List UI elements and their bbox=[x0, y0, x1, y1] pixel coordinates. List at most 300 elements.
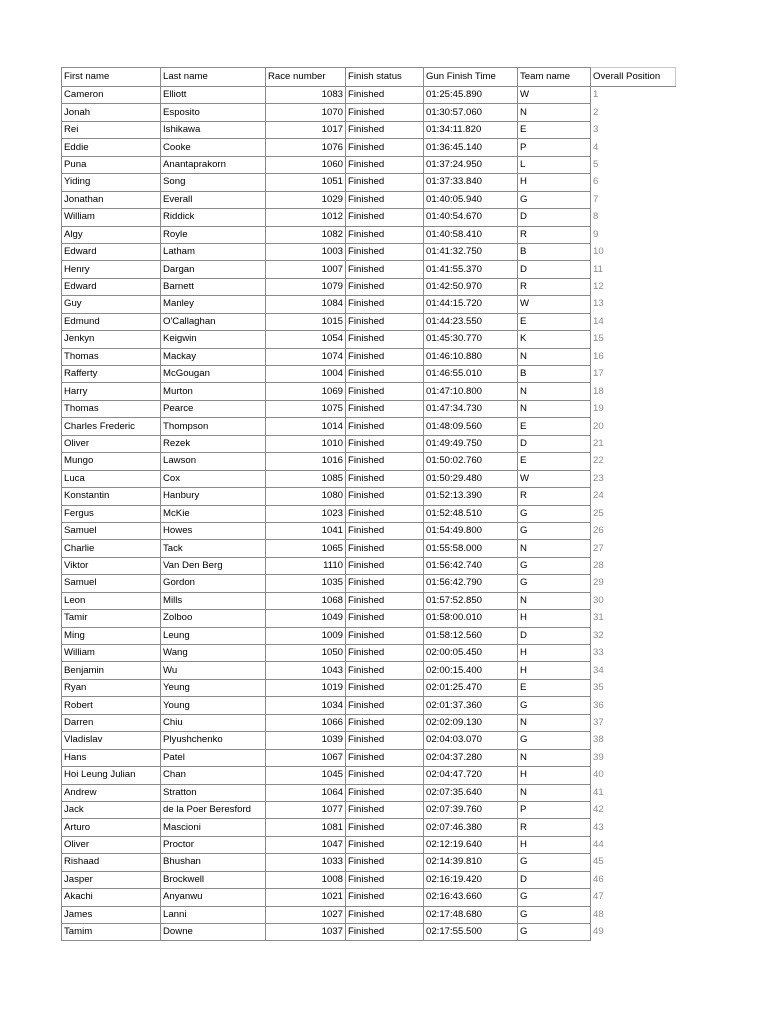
last-name-cell: Van Den Berg bbox=[161, 557, 266, 574]
gun-finish-time-cell: 02:14:39.810 bbox=[424, 854, 518, 871]
team-name-cell: E bbox=[518, 418, 591, 435]
race-number-cell: 1012 bbox=[266, 209, 346, 226]
team-name-cell: N bbox=[518, 348, 591, 365]
race-number-cell: 1019 bbox=[266, 679, 346, 696]
finish-status-cell: Finished bbox=[346, 278, 424, 295]
team-name-cell: N bbox=[518, 104, 591, 121]
first-name-cell: Charles Frederic bbox=[62, 418, 161, 435]
team-name-cell: W bbox=[518, 296, 591, 313]
table-row bbox=[62, 400, 676, 417]
overall-position-cell: 36 bbox=[591, 697, 676, 714]
overall-position-cell: 20 bbox=[591, 418, 676, 435]
first-name-cell: Akachi bbox=[62, 889, 161, 906]
first-name-cell: Tamim bbox=[62, 924, 161, 941]
race-number-cell: 1045 bbox=[266, 767, 346, 784]
table-row bbox=[62, 488, 676, 505]
last-name-cell: Song bbox=[161, 174, 266, 191]
race-number-cell: 1007 bbox=[266, 261, 346, 278]
first-name-cell: Tamir bbox=[62, 610, 161, 627]
race-number-cell: 1021 bbox=[266, 889, 346, 906]
table-row bbox=[62, 906, 676, 923]
last-name-cell: Proctor bbox=[161, 836, 266, 853]
last-name-cell: Esposito bbox=[161, 104, 266, 121]
gun-finish-time-cell: 02:07:39.760 bbox=[424, 801, 518, 818]
last-name-cell: Riddick bbox=[161, 209, 266, 226]
table-row bbox=[62, 854, 676, 871]
first-name-cell: Algy bbox=[62, 226, 161, 243]
table-row bbox=[62, 540, 676, 557]
table-body bbox=[62, 87, 676, 941]
race-number-cell: 1043 bbox=[266, 662, 346, 679]
table-row bbox=[62, 592, 676, 609]
gun-finish-time-cell: 01:47:34.730 bbox=[424, 400, 518, 417]
gun-finish-time-cell: 01:56:42.790 bbox=[424, 575, 518, 592]
gun-finish-time-cell: 01:30:57.060 bbox=[424, 104, 518, 121]
gun-finish-time-cell: 01:40:05.940 bbox=[424, 191, 518, 208]
team-name-cell: P bbox=[518, 139, 591, 156]
last-name-cell: Patel bbox=[161, 749, 266, 766]
race-number-cell: 1008 bbox=[266, 871, 346, 888]
team-name-cell: G bbox=[518, 522, 591, 539]
table-row bbox=[62, 575, 676, 592]
first-name-cell: Fergus bbox=[62, 505, 161, 522]
first-name-cell: William bbox=[62, 209, 161, 226]
race-number-cell: 1081 bbox=[266, 819, 346, 836]
last-name-cell: McGougan bbox=[161, 366, 266, 383]
gun-finish-time-cell: 01:54:49.800 bbox=[424, 522, 518, 539]
last-name-cell: Gordon bbox=[161, 575, 266, 592]
table-row bbox=[62, 627, 676, 644]
gun-finish-time-cell: 01:46:10.880 bbox=[424, 348, 518, 365]
last-name-cell: Wu bbox=[161, 662, 266, 679]
team-name-cell: D bbox=[518, 261, 591, 278]
first-name-cell: Rafferty bbox=[62, 366, 161, 383]
finish-status-cell: Finished bbox=[346, 836, 424, 853]
overall-position-cell: 13 bbox=[591, 296, 676, 313]
gun-finish-time-cell: 01:40:54.670 bbox=[424, 209, 518, 226]
last-name-cell: Cox bbox=[161, 470, 266, 487]
finish-status-cell: Finished bbox=[346, 749, 424, 766]
last-name-cell: de la Poer Beresford bbox=[161, 801, 266, 818]
overall-position-cell: 23 bbox=[591, 470, 676, 487]
overall-position-cell: 11 bbox=[591, 261, 676, 278]
gun-finish-time-cell: 01:42:50.970 bbox=[424, 278, 518, 295]
race-number-cell: 1085 bbox=[266, 470, 346, 487]
finish-status-cell: Finished bbox=[346, 139, 424, 156]
finish-status-cell: Finished bbox=[346, 104, 424, 121]
finish-status-cell: Finished bbox=[346, 906, 424, 923]
first-name-cell: Samuel bbox=[62, 575, 161, 592]
last-name-cell: Keigwin bbox=[161, 331, 266, 348]
finish-status-cell: Finished bbox=[346, 592, 424, 609]
table-row bbox=[62, 139, 676, 156]
team-name-cell: G bbox=[518, 557, 591, 574]
table-row bbox=[62, 296, 676, 313]
table-row bbox=[62, 662, 676, 679]
finish-status-cell: Finished bbox=[346, 366, 424, 383]
overall-position-cell: 22 bbox=[591, 453, 676, 470]
team-name-cell: G bbox=[518, 575, 591, 592]
overall-position-cell: 34 bbox=[591, 662, 676, 679]
finish-status-cell: Finished bbox=[346, 435, 424, 452]
team-name-cell: L bbox=[518, 156, 591, 173]
overall-position-cell: 25 bbox=[591, 505, 676, 522]
team-name-cell: E bbox=[518, 679, 591, 696]
finish-status-cell: Finished bbox=[346, 522, 424, 539]
last-name-cell: Chan bbox=[161, 767, 266, 784]
header-overall-position: Overall Position bbox=[591, 68, 676, 87]
gun-finish-time-cell: 01:41:32.750 bbox=[424, 243, 518, 260]
last-name-cell: Mascioni bbox=[161, 819, 266, 836]
team-name-cell: N bbox=[518, 592, 591, 609]
finish-status-cell: Finished bbox=[346, 889, 424, 906]
first-name-cell: Oliver bbox=[62, 836, 161, 853]
table-row bbox=[62, 174, 676, 191]
table-row bbox=[62, 714, 676, 731]
finish-status-cell: Finished bbox=[346, 191, 424, 208]
first-name-cell: Charlie bbox=[62, 540, 161, 557]
overall-position-cell: 21 bbox=[591, 435, 676, 452]
gun-finish-time-cell: 02:04:03.070 bbox=[424, 732, 518, 749]
team-name-cell: G bbox=[518, 191, 591, 208]
race-number-cell: 1010 bbox=[266, 435, 346, 452]
overall-position-cell: 45 bbox=[591, 854, 676, 871]
table-row bbox=[62, 784, 676, 801]
overall-position-cell: 9 bbox=[591, 226, 676, 243]
finish-status-cell: Finished bbox=[346, 331, 424, 348]
team-name-cell: B bbox=[518, 243, 591, 260]
header-last-name: Last name bbox=[161, 68, 266, 87]
first-name-cell: Andrew bbox=[62, 784, 161, 801]
first-name-cell: Edward bbox=[62, 243, 161, 260]
first-name-cell: Cameron bbox=[62, 87, 161, 104]
overall-position-cell: 46 bbox=[591, 871, 676, 888]
last-name-cell: Tack bbox=[161, 540, 266, 557]
race-number-cell: 1009 bbox=[266, 627, 346, 644]
overall-position-cell: 33 bbox=[591, 645, 676, 662]
gun-finish-time-cell: 02:16:43.660 bbox=[424, 889, 518, 906]
table-row bbox=[62, 313, 676, 330]
race-number-cell: 1074 bbox=[266, 348, 346, 365]
first-name-cell: Viktor bbox=[62, 557, 161, 574]
overall-position-cell: 17 bbox=[591, 366, 676, 383]
last-name-cell: Downe bbox=[161, 924, 266, 941]
finish-status-cell: Finished bbox=[346, 575, 424, 592]
finish-status-cell: Finished bbox=[346, 871, 424, 888]
table-row bbox=[62, 191, 676, 208]
first-name-cell: Ryan bbox=[62, 679, 161, 696]
table-row bbox=[62, 278, 676, 295]
gun-finish-time-cell: 01:34:11.820 bbox=[424, 121, 518, 138]
overall-position-cell: 41 bbox=[591, 784, 676, 801]
finish-status-cell: Finished bbox=[346, 156, 424, 173]
finish-status-cell: Finished bbox=[346, 488, 424, 505]
last-name-cell: Pearce bbox=[161, 400, 266, 417]
overall-position-cell: 28 bbox=[591, 557, 676, 574]
last-name-cell: Royle bbox=[161, 226, 266, 243]
gun-finish-time-cell: 01:44:15.720 bbox=[424, 296, 518, 313]
last-name-cell: Cooke bbox=[161, 139, 266, 156]
last-name-cell: Dargan bbox=[161, 261, 266, 278]
finish-status-cell: Finished bbox=[346, 714, 424, 731]
race-number-cell: 1027 bbox=[266, 906, 346, 923]
table-row bbox=[62, 226, 676, 243]
gun-finish-time-cell: 02:00:05.450 bbox=[424, 645, 518, 662]
last-name-cell: Mackay bbox=[161, 348, 266, 365]
race-number-cell: 1066 bbox=[266, 714, 346, 731]
race-number-cell: 1065 bbox=[266, 540, 346, 557]
team-name-cell: N bbox=[518, 714, 591, 731]
race-number-cell: 1041 bbox=[266, 522, 346, 539]
finish-status-cell: Finished bbox=[346, 383, 424, 400]
first-name-cell: Rei bbox=[62, 121, 161, 138]
finish-status-cell: Finished bbox=[346, 645, 424, 662]
gun-finish-time-cell: 01:37:33.840 bbox=[424, 174, 518, 191]
first-name-cell: Jonathan bbox=[62, 191, 161, 208]
last-name-cell: O'Callaghan bbox=[161, 313, 266, 330]
table-row bbox=[62, 121, 676, 138]
table-row bbox=[62, 836, 676, 853]
team-name-cell: E bbox=[518, 313, 591, 330]
first-name-cell: Rishaad bbox=[62, 854, 161, 871]
team-name-cell: H bbox=[518, 645, 591, 662]
table-row bbox=[62, 261, 676, 278]
race-number-cell: 1039 bbox=[266, 732, 346, 749]
race-number-cell: 1069 bbox=[266, 383, 346, 400]
header-team-name: Team name bbox=[518, 68, 591, 87]
first-name-cell: Thomas bbox=[62, 348, 161, 365]
first-name-cell: Guy bbox=[62, 296, 161, 313]
team-name-cell: H bbox=[518, 174, 591, 191]
race-number-cell: 1047 bbox=[266, 836, 346, 853]
gun-finish-time-cell: 02:17:48.680 bbox=[424, 906, 518, 923]
last-name-cell: Chiu bbox=[161, 714, 266, 731]
table-row bbox=[62, 679, 676, 696]
finish-status-cell: Finished bbox=[346, 209, 424, 226]
table-row bbox=[62, 331, 676, 348]
race-number-cell: 1003 bbox=[266, 243, 346, 260]
overall-position-cell: 42 bbox=[591, 801, 676, 818]
first-name-cell: Thomas bbox=[62, 400, 161, 417]
table-row bbox=[62, 732, 676, 749]
overall-position-cell: 27 bbox=[591, 540, 676, 557]
race-number-cell: 1017 bbox=[266, 121, 346, 138]
gun-finish-time-cell: 01:52:13.390 bbox=[424, 488, 518, 505]
overall-position-cell: 37 bbox=[591, 714, 676, 731]
table-row bbox=[62, 87, 676, 104]
team-name-cell: G bbox=[518, 854, 591, 871]
last-name-cell: Rezek bbox=[161, 435, 266, 452]
gun-finish-time-cell: 01:56:42.740 bbox=[424, 557, 518, 574]
race-number-cell: 1015 bbox=[266, 313, 346, 330]
table-row bbox=[62, 749, 676, 766]
overall-position-cell: 10 bbox=[591, 243, 676, 260]
finish-status-cell: Finished bbox=[346, 784, 424, 801]
finish-status-cell: Finished bbox=[346, 243, 424, 260]
overall-position-cell: 14 bbox=[591, 313, 676, 330]
team-name-cell: D bbox=[518, 435, 591, 452]
first-name-cell: Robert bbox=[62, 697, 161, 714]
table-row bbox=[62, 557, 676, 574]
first-name-cell: Jonah bbox=[62, 104, 161, 121]
team-name-cell: G bbox=[518, 732, 591, 749]
gun-finish-time-cell: 01:49:49.750 bbox=[424, 435, 518, 452]
team-name-cell: R bbox=[518, 226, 591, 243]
overall-position-cell: 31 bbox=[591, 610, 676, 627]
finish-status-cell: Finished bbox=[346, 453, 424, 470]
gun-finish-time-cell: 01:48:09.560 bbox=[424, 418, 518, 435]
race-number-cell: 1004 bbox=[266, 366, 346, 383]
race-number-cell: 1014 bbox=[266, 418, 346, 435]
finish-status-cell: Finished bbox=[346, 854, 424, 871]
gun-finish-time-cell: 02:00:15.400 bbox=[424, 662, 518, 679]
gun-finish-time-cell: 01:50:29.480 bbox=[424, 470, 518, 487]
overall-position-cell: 3 bbox=[591, 121, 676, 138]
finish-status-cell: Finished bbox=[346, 679, 424, 696]
race-number-cell: 1029 bbox=[266, 191, 346, 208]
first-name-cell: Vladislav bbox=[62, 732, 161, 749]
race-number-cell: 1035 bbox=[266, 575, 346, 592]
gun-finish-time-cell: 02:07:35.640 bbox=[424, 784, 518, 801]
team-name-cell: E bbox=[518, 121, 591, 138]
table-row bbox=[62, 453, 676, 470]
last-name-cell: Hanbury bbox=[161, 488, 266, 505]
last-name-cell: Plyushchenko bbox=[161, 732, 266, 749]
table-row bbox=[62, 348, 676, 365]
overall-position-cell: 8 bbox=[591, 209, 676, 226]
team-name-cell: G bbox=[518, 697, 591, 714]
team-name-cell: G bbox=[518, 906, 591, 923]
overall-position-cell: 30 bbox=[591, 592, 676, 609]
first-name-cell: Hans bbox=[62, 749, 161, 766]
team-name-cell: G bbox=[518, 889, 591, 906]
first-name-cell: Luca bbox=[62, 470, 161, 487]
last-name-cell: Manley bbox=[161, 296, 266, 313]
last-name-cell: Anantaprakorn bbox=[161, 156, 266, 173]
gun-finish-time-cell: 01:40:58.410 bbox=[424, 226, 518, 243]
race-number-cell: 1033 bbox=[266, 854, 346, 871]
overall-position-cell: 18 bbox=[591, 383, 676, 400]
overall-position-cell: 7 bbox=[591, 191, 676, 208]
race-number-cell: 1060 bbox=[266, 156, 346, 173]
overall-position-cell: 5 bbox=[591, 156, 676, 173]
race-number-cell: 1110 bbox=[266, 557, 346, 574]
team-name-cell: P bbox=[518, 801, 591, 818]
gun-finish-time-cell: 02:04:37.280 bbox=[424, 749, 518, 766]
table-row bbox=[62, 435, 676, 452]
overall-position-cell: 4 bbox=[591, 139, 676, 156]
race-number-cell: 1037 bbox=[266, 924, 346, 941]
overall-position-cell: 44 bbox=[591, 836, 676, 853]
race-number-cell: 1082 bbox=[266, 226, 346, 243]
gun-finish-time-cell: 01:50:02.760 bbox=[424, 453, 518, 470]
overall-position-cell: 47 bbox=[591, 889, 676, 906]
last-name-cell: Latham bbox=[161, 243, 266, 260]
race-number-cell: 1076 bbox=[266, 139, 346, 156]
gun-finish-time-cell: 01:47:10.800 bbox=[424, 383, 518, 400]
overall-position-cell: 6 bbox=[591, 174, 676, 191]
team-name-cell: B bbox=[518, 366, 591, 383]
race-number-cell: 1054 bbox=[266, 331, 346, 348]
table-row bbox=[62, 156, 676, 173]
team-name-cell: R bbox=[518, 819, 591, 836]
last-name-cell: Howes bbox=[161, 522, 266, 539]
overall-position-cell: 16 bbox=[591, 348, 676, 365]
finish-status-cell: Finished bbox=[346, 732, 424, 749]
header-race-number: Race number bbox=[266, 68, 346, 87]
overall-position-cell: 43 bbox=[591, 819, 676, 836]
team-name-cell: R bbox=[518, 278, 591, 295]
gun-finish-time-cell: 01:25:45.890 bbox=[424, 87, 518, 104]
table-row bbox=[62, 871, 676, 888]
table-row bbox=[62, 209, 676, 226]
race-number-cell: 1064 bbox=[266, 784, 346, 801]
last-name-cell: Ishikawa bbox=[161, 121, 266, 138]
finish-status-cell: Finished bbox=[346, 226, 424, 243]
first-name-cell: Edward bbox=[62, 278, 161, 295]
last-name-cell: Lawson bbox=[161, 453, 266, 470]
table-row bbox=[62, 366, 676, 383]
first-name-cell: Leon bbox=[62, 592, 161, 609]
team-name-cell: K bbox=[518, 331, 591, 348]
last-name-cell: Yeung bbox=[161, 679, 266, 696]
race-number-cell: 1083 bbox=[266, 87, 346, 104]
race-number-cell: 1080 bbox=[266, 488, 346, 505]
first-name-cell: Eddie bbox=[62, 139, 161, 156]
team-name-cell: G bbox=[518, 505, 591, 522]
finish-status-cell: Finished bbox=[346, 767, 424, 784]
table-row bbox=[62, 801, 676, 818]
finish-status-cell: Finished bbox=[346, 557, 424, 574]
team-name-cell: E bbox=[518, 453, 591, 470]
finish-status-cell: Finished bbox=[346, 697, 424, 714]
header-gun-finish-time: Gun Finish Time bbox=[424, 68, 518, 87]
overall-position-cell: 24 bbox=[591, 488, 676, 505]
last-name-cell: Bhushan bbox=[161, 854, 266, 871]
gun-finish-time-cell: 02:17:55.500 bbox=[424, 924, 518, 941]
gun-finish-time-cell: 02:07:46.380 bbox=[424, 819, 518, 836]
race-number-cell: 1079 bbox=[266, 278, 346, 295]
last-name-cell: Murton bbox=[161, 383, 266, 400]
first-name-cell: Ming bbox=[62, 627, 161, 644]
overall-position-cell: 35 bbox=[591, 679, 676, 696]
race-number-cell: 1084 bbox=[266, 296, 346, 313]
gun-finish-time-cell: 02:16:19.420 bbox=[424, 871, 518, 888]
table-row bbox=[62, 522, 676, 539]
first-name-cell: Arturo bbox=[62, 819, 161, 836]
table-row bbox=[62, 505, 676, 522]
finish-status-cell: Finished bbox=[346, 121, 424, 138]
team-name-cell: H bbox=[518, 836, 591, 853]
table-row bbox=[62, 243, 676, 260]
team-name-cell: D bbox=[518, 871, 591, 888]
last-name-cell: Stratton bbox=[161, 784, 266, 801]
last-name-cell: McKie bbox=[161, 505, 266, 522]
overall-position-cell: 19 bbox=[591, 400, 676, 417]
last-name-cell: Leung bbox=[161, 627, 266, 644]
finish-status-cell: Finished bbox=[346, 296, 424, 313]
gun-finish-time-cell: 02:12:19.640 bbox=[424, 836, 518, 853]
race-number-cell: 1075 bbox=[266, 400, 346, 417]
first-name-cell: Samuel bbox=[62, 522, 161, 539]
last-name-cell: Mills bbox=[161, 592, 266, 609]
team-name-cell: N bbox=[518, 383, 591, 400]
finish-status-cell: Finished bbox=[346, 87, 424, 104]
race-number-cell: 1067 bbox=[266, 749, 346, 766]
team-name-cell: N bbox=[518, 540, 591, 557]
first-name-cell: Yiding bbox=[62, 174, 161, 191]
last-name-cell: Lanni bbox=[161, 906, 266, 923]
